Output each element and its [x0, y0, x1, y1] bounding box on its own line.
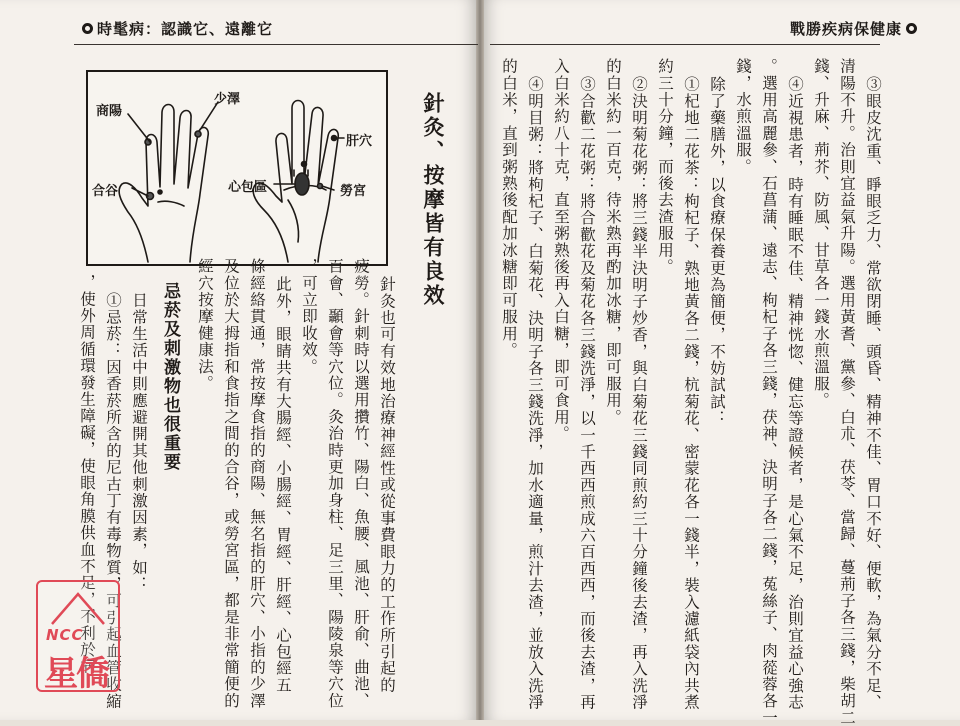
left-running-header — [82, 10, 273, 46]
right-running-header — [790, 10, 917, 46]
paragraph-line: ④明目粥：將枸杞子、白菊花、決明子各三錢洗淨，加水適量，煎汁去渣，並放入洗淨 — [526, 76, 544, 711]
paragraph-line: ②決明菊花粥：將三錢半決明子炒香，與白菊花三錢同煎約三十分鐘後去渣，再入洗淨 — [630, 76, 648, 711]
ncc-watermark-stamp — [36, 580, 120, 692]
paragraph-line: 。選用高麗參、石菖蒲、遠志、枸杞子各三錢，茯神、決明子各二錢，菟絲子、肉蓯蓉各一 — [760, 58, 778, 726]
label-shaoze: 少澤 — [214, 92, 241, 107]
left-header-title: 時髦病：認識它、遠離它 — [97, 19, 274, 38]
roof-icon — [38, 588, 118, 628]
bullet-icon — [906, 23, 917, 34]
paragraph-line: ③眼皮沈重、睜眼乏力、常欲閉睡、頭昏、精神不佳、胃口不好、便軟，為氣分不足、 — [864, 76, 882, 711]
stamp-text-xinqiao: 星僑 — [44, 654, 108, 694]
acupoint-hand-illustration — [86, 70, 388, 266]
paragraph-line: 疲勞。針刺時以選用攢竹、陽白、魚腰、風池、肝俞、曲池、 — [352, 258, 370, 709]
paragraph-line: 的白米約一百克，待米熟再酌加冰糖，即可服用。 — [604, 58, 622, 426]
section-heading-acupuncture: 針灸、按摩皆有良效 — [421, 92, 445, 308]
paragraph-line: 錢、升麻、荊芥、防風、甘草各一錢水煎溫服。 — [812, 58, 830, 409]
paragraph-line: 約三十分鐘，而後去渣服用。 — [656, 58, 674, 276]
book-gutter — [476, 0, 484, 720]
right-header-rule — [490, 44, 880, 45]
paragraph-line: 此外，眼睛共有大腸經、小腸經、胃經、肝經、心包經五 — [274, 276, 292, 694]
label-hegu: 合谷 — [92, 184, 119, 199]
paragraph-line: ，可立即收效。 — [300, 258, 318, 375]
label-ganxue: 肝穴 — [346, 134, 373, 149]
paragraph-line: 的白米，直到粥熟後配加冰糖即可服用。 — [500, 58, 518, 359]
paragraph-line: 經穴按摩健康法。 — [196, 258, 214, 392]
right-header-title: 戰勝疾病保健康 — [790, 19, 903, 38]
paragraph-line: ①忌菸：因香菸所含的尼古丁有毒物質，可引起血管收縮 — [104, 292, 122, 710]
paragraph-line: 清陽不升。治則宜益氣升陽。選用黃耆、黨參、白朮、茯苓、當歸、蔓荊子各三錢，柴胡二 — [838, 58, 856, 726]
paragraph-line: 條經絡貫通，常按摩食指的商陽、無名指的肝穴、小指的少澤 — [248, 258, 266, 709]
label-shangyang: 商陽 — [96, 104, 123, 119]
paragraph-line: 及位於大拇指和食指之間的合谷，或勞宮區，都是非常簡便的 — [222, 258, 240, 709]
stamp-text-ncc: NCC — [46, 626, 84, 644]
paragraph-line: 入白米約八十克，直至粥熟後再入白糖，即可食用。 — [552, 58, 570, 443]
paragraph-line: 百會、顳會等穴位。灸治時更加身柱、足三里、陽陵泉等穴位 — [326, 258, 344, 709]
paragraph-line: 除了藥膳外，以食療保養更為簡便，不妨試試： — [708, 76, 726, 427]
paragraph-line: ④近視患者，時有睡眠不佳、精神恍惚、健忘等證候者，是心氣不足，治則宜益心強志 — [786, 76, 804, 711]
paragraph-line: ③合歡二花粥：將合歡花及菊花各三錢洗淨，以一千西西煎成六百西西，而後去渣，再 — [578, 76, 596, 711]
label-laogong: 勞宮 — [340, 184, 367, 199]
paragraph-line: 針灸也可有效地治療神經性或從事費眼力的工作所引起的 — [378, 276, 396, 694]
paragraph-line: 日常生活中則應避開其他刺激因素，如： — [130, 292, 148, 593]
section-heading-avoid-smoking: 忌菸及刺激物也很重要 — [160, 282, 180, 472]
paragraph-line: ①杞地二花茶：枸杞子、熟地黃各二錢，杭菊花、密蒙花各一錢半，裝入濾紙袋內共煮 — [682, 76, 700, 711]
left-header-rule — [74, 44, 478, 45]
label-xinbaoqu: 心包區 — [228, 180, 268, 195]
paragraph-line: 錢，水煎溫服。 — [734, 58, 752, 175]
bullet-icon — [82, 23, 93, 34]
paragraph-line: ，使外周循環發生障礙，使眼角膜供血不足，不利於病 — [78, 274, 96, 675]
